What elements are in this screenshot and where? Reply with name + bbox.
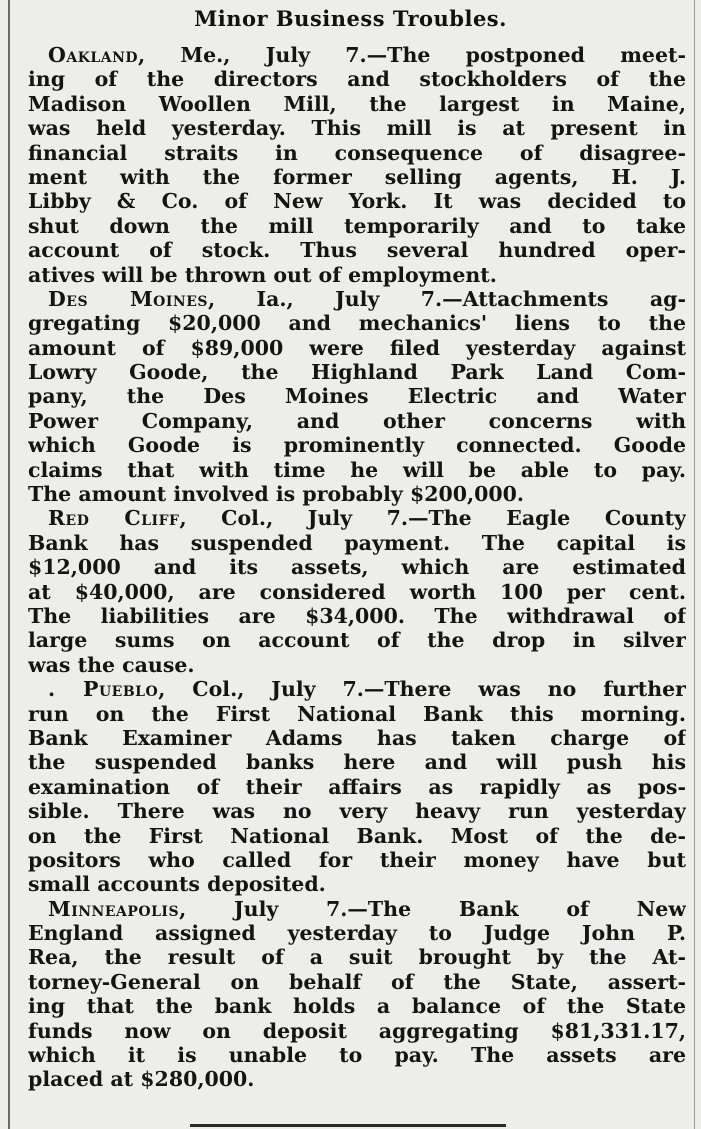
article-line — [28, 311, 686, 335]
line-text: which Goode is prominently connected. Goode — [28, 433, 686, 458]
column-rule-right — [694, 0, 695, 1129]
article-line — [28, 238, 686, 262]
article-line — [28, 287, 686, 311]
article-line — [28, 726, 686, 750]
line-text: claims that with time he will be able to pay. — [28, 457, 686, 482]
article-line — [28, 92, 686, 116]
article-line — [28, 433, 686, 457]
line-text: the suspended banks here and will push his — [28, 750, 686, 775]
line-text: , Me., July 7.—The postponed meet- — [138, 43, 686, 67]
line-text: Rea, the result of a suit brought by the At- — [28, 945, 686, 970]
line-text: atives will be thrown out of employment. — [28, 262, 497, 287]
article-body — [28, 43, 686, 1092]
line-text: Power Company, and other concerns with — [28, 408, 686, 433]
dateline: Oakland — [48, 43, 139, 67]
line-text: shut down the mill temporarily and to take — [28, 213, 686, 238]
line-text: was the cause. — [28, 652, 195, 677]
article-line — [28, 482, 686, 506]
article-line — [28, 702, 686, 726]
line-text: large sums on account of the drop in silver — [28, 628, 686, 653]
article-line — [28, 799, 686, 823]
article-line — [28, 384, 686, 408]
article-line — [28, 580, 686, 604]
line-text: ment with the former selling agents, H. J. — [28, 164, 686, 189]
line-text: Lowry Goode, the Highland Park Land Com- — [28, 360, 686, 385]
line-text: amount of $89,000 were filed yesterday against — [28, 335, 686, 360]
line-text: positors who called for their money have but — [28, 847, 686, 872]
article-line — [28, 141, 686, 165]
article-line — [28, 214, 686, 238]
article-line — [28, 189, 686, 213]
bottom-rule — [190, 1124, 506, 1127]
article-line — [28, 897, 686, 921]
line-text: pany, the Des Moines Electric and Water — [28, 384, 686, 409]
line-text: account of stock. Thus several hundred oper- — [28, 238, 686, 263]
line-text: , July 7.—The Bank of New — [179, 896, 686, 921]
article-line — [28, 677, 686, 701]
line-text: ing of the directors and stockholders of the — [28, 67, 686, 92]
line-text: , Ia., July 7.—Attachments ag- — [207, 286, 686, 311]
article-line — [28, 604, 686, 628]
article-line — [28, 994, 686, 1018]
article-line — [28, 1067, 686, 1091]
article-line — [28, 263, 686, 287]
line-text: financial straits in consequence of disagree- — [28, 140, 686, 165]
line-text: funds now on deposit aggregating $81,331.17, — [28, 1018, 686, 1043]
article-line — [28, 921, 686, 945]
article-line — [28, 848, 686, 872]
article-line — [28, 458, 686, 482]
line-text: on the First National Bank. Most of the de- — [28, 823, 686, 848]
line-text: torney-General on behalf of the State, assert- — [28, 969, 686, 994]
article-line — [28, 165, 686, 189]
line-text: sible. There was no very heavy run yesterday — [28, 799, 686, 824]
line-text: gregating $20,000 and mechanics' liens to the — [28, 311, 686, 336]
article-line — [28, 750, 686, 774]
line-text: The liabilities are $34,000. The withdrawal of — [28, 603, 686, 628]
article-line — [28, 67, 686, 91]
article-line — [28, 628, 686, 652]
article-line — [28, 1019, 686, 1043]
dateline: Des Moines — [48, 286, 208, 311]
line-text: England assigned yesterday to Judge John P. — [28, 921, 686, 946]
line-text: ing that the bank holds a balance of the State — [28, 994, 686, 1019]
line-text: which it is unable to pay. The assets are — [28, 1043, 686, 1068]
article-line — [28, 360, 686, 384]
headline: Minor Business Troubles. — [194, 6, 507, 31]
line-text: Madison Woollen Mill, the largest in Maine, — [28, 91, 686, 116]
line-text: , Col., July 7.—There was no further — [158, 677, 686, 702]
line-text: run on the First National Bank this morning. — [28, 701, 686, 726]
line-text: $12,000 and its assets, which are estimated — [28, 555, 686, 580]
line-text: Bank has suspended payment. The capital is — [28, 530, 686, 555]
article-line — [28, 116, 686, 140]
article-line — [28, 872, 686, 896]
column-rule-left — [8, 0, 10, 1129]
article-line — [28, 653, 686, 677]
dateline: . Pueblo — [48, 677, 159, 702]
article-line — [28, 43, 686, 67]
article-line — [28, 970, 686, 994]
line-text: , Col., July 7.—The Eagle County — [179, 506, 686, 531]
article-line — [28, 1043, 686, 1067]
article-line — [28, 945, 686, 969]
dateline: Red Cliff — [48, 506, 180, 531]
line-text: was held yesterday. This mill is at present in — [28, 116, 686, 141]
line-text: The amount involved is probably $200,000. — [28, 482, 525, 507]
line-text: placed at $280,000. — [28, 1067, 255, 1092]
article-line — [28, 531, 686, 555]
line-text: Libby & Co. of New York. It was decided to — [28, 189, 686, 214]
line-text: Bank Examiner Adams has taken charge of — [28, 725, 686, 750]
article-line — [28, 775, 686, 799]
article-line — [28, 824, 686, 848]
article-line — [28, 506, 686, 530]
line-text: examination of their affairs as rapidly as pos- — [28, 774, 686, 799]
line-text: small accounts deposited. — [28, 872, 326, 897]
dateline: Minneapolis — [48, 896, 180, 921]
article-line — [28, 409, 686, 433]
article-line — [28, 555, 686, 579]
article-line — [28, 336, 686, 360]
line-text: at $40,000, are considered worth 100 per cent. — [28, 579, 686, 604]
